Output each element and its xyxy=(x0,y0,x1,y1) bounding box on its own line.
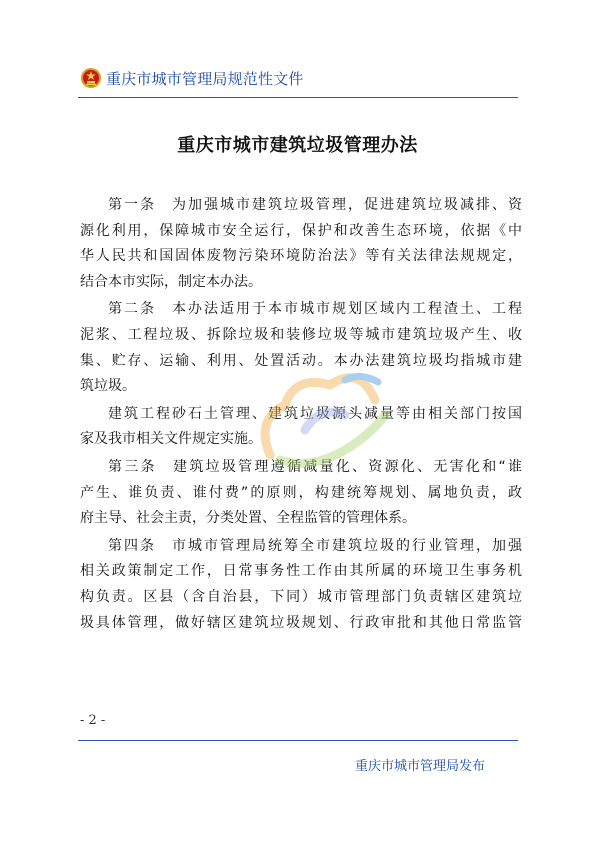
paragraph-article-3 xyxy=(80,455,522,532)
text-line: 华人民共和国固体废物污染环境防治法》等有关法律法规规定， xyxy=(80,248,522,265)
paragraph-article-2-supplement xyxy=(80,402,522,453)
text-line: 集、贮存、运输、利用、处置活动。本办法建筑垃圾均指城市建 xyxy=(80,352,522,369)
document-body xyxy=(80,193,522,638)
text-line: 源化利用，保障城市安全运行，保护和改善生态环境，依据《中 xyxy=(80,222,522,239)
text-line: 泥浆、工程垃圾、拆除垃圾和装修垃圾等城市建筑垃圾产生、收 xyxy=(80,326,522,343)
text-line: 府主导、社会主责，分类处置、全程监管的管理体系。 xyxy=(80,510,416,527)
paragraph-article-1 xyxy=(80,193,522,295)
text-line: 筑垃圾。 xyxy=(80,378,136,395)
footer-divider xyxy=(78,740,518,741)
national-emblem-icon xyxy=(80,67,102,89)
text-line: 第二条 本办法适用于本市城市规划区域内工程渣土、工程 xyxy=(108,301,522,318)
text-line: 结合本市实际，制定本办法。 xyxy=(80,273,262,290)
text-line: 构负责。区县（含自治县，下同）城市管理部门负责辖区建筑垃 xyxy=(80,588,522,605)
footer-publisher: 重庆市城市管理局发布 xyxy=(355,759,486,774)
text-line: 第四条 市城市管理局统筹全市建筑垃圾的行业管理，加强 xyxy=(108,537,522,554)
header-divider xyxy=(78,97,518,98)
text-line: 家及我市相关文件规定实施。 xyxy=(80,431,262,448)
text-line: 产生、谁负责、谁付费”的原则，构建统筹规划、属地负责，政 xyxy=(80,484,522,501)
text-line: 第一条 为加强城市建筑垃圾管理，促进建筑垃圾减排、资 xyxy=(108,197,522,213)
header-title: 重庆市城市管理局规范性文件 xyxy=(106,69,304,88)
document-title: 重庆市城市建筑垃圾管理办法 xyxy=(177,135,418,156)
text-line: 建筑工程砂石土管理、建筑垃圾源头减量等由相关部门按国 xyxy=(108,405,522,422)
text-line: 相关政策制定工作，日常事务性工作由其所属的环境卫生事务机 xyxy=(80,563,522,580)
text-line: 圾具体管理，做好辖区建筑垃圾规划、行政审批和其他日常监管 xyxy=(80,614,522,631)
text-line: 第三条 建筑垃圾管理遵循减量化、资源化、无害化和“谁 xyxy=(108,458,522,475)
paragraph-article-4 xyxy=(80,534,522,636)
paragraph-article-2 xyxy=(80,297,522,399)
page-number: - 2 - xyxy=(80,713,106,728)
document-header xyxy=(80,64,304,92)
